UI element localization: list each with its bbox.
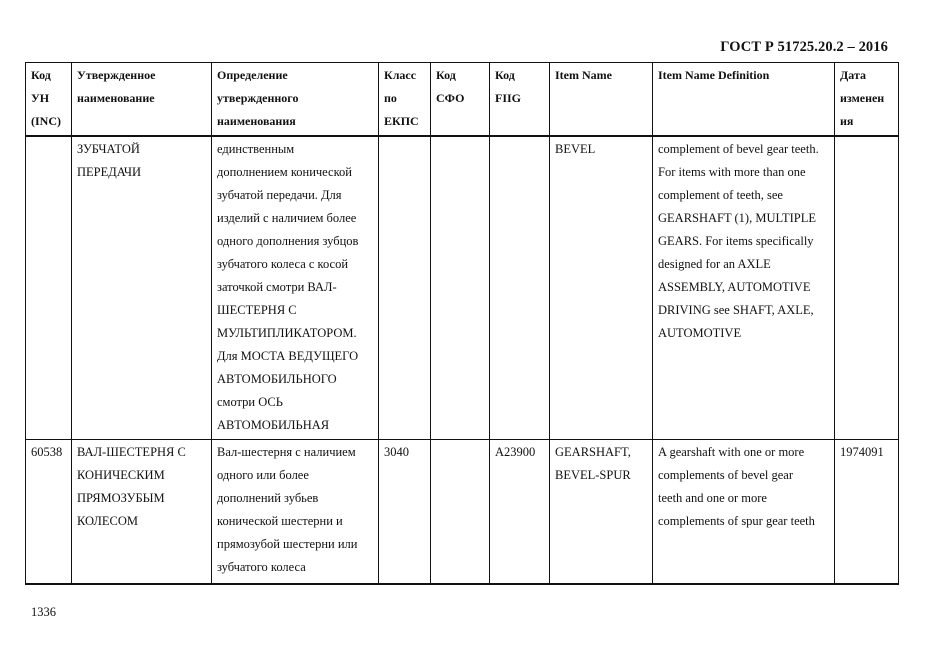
cell-text-line: наименование <box>77 91 155 105</box>
cell-fiig-code <box>490 136 550 440</box>
cell-text-line: GEARS. For items specifically <box>658 234 814 248</box>
cell-text-line: единственным <box>217 142 295 156</box>
cell-text-line: зубчатого колеса <box>217 560 306 574</box>
cell-text-line: КОНИЧЕСКИМ <box>77 468 165 482</box>
cell-approved-name <box>72 440 212 584</box>
cell-text-line: Определение <box>217 68 288 82</box>
cell-text-line: complement of bevel gear teeth. <box>658 142 819 156</box>
cell-definition <box>212 136 379 440</box>
table-header-row <box>26 63 899 137</box>
cell-text-line: дополнением конической <box>217 165 352 179</box>
header-ekps-class <box>379 63 431 137</box>
cell-text-line: АВТОМОБИЛЬНОГО <box>217 372 337 386</box>
cell-text-line: BEVEL <box>555 142 596 156</box>
cell-text-line: по <box>384 91 397 105</box>
cell-text-line: ПРЯМОЗУБЫМ <box>77 491 165 505</box>
cell-text-line: Item Name Definition <box>658 68 770 82</box>
cell-text-line: утвержденного <box>217 91 299 105</box>
cell-text-line: ЕКПС <box>384 114 419 128</box>
cell-change-date <box>835 440 899 584</box>
cell-item-name <box>550 440 653 584</box>
header-approved-name <box>72 63 212 137</box>
cell-text-line: 3040 <box>384 445 409 459</box>
page-number: 1336 <box>31 605 56 619</box>
cell-text-line: Код <box>495 68 515 82</box>
cell-text-line: ия <box>840 114 854 128</box>
header-sfo-code <box>431 63 490 137</box>
cell-ekps-class <box>379 136 431 440</box>
cell-text-line: СФО <box>436 91 465 105</box>
cell-text-line: ПЕРЕДАЧИ <box>77 165 142 179</box>
cell-text-line: Класс <box>384 68 417 82</box>
cell-text-line: designed for an AXLE <box>658 257 771 271</box>
cell-text-line: GEARSHAFT, <box>555 445 631 459</box>
cell-text-line: A23900 <box>495 445 536 459</box>
cell-text-line: For items with more than one <box>658 165 806 179</box>
cell-text-line: одного или более <box>217 468 309 482</box>
header-item-name-definition <box>653 63 835 137</box>
cell-text-line: complement of teeth, see <box>658 188 783 202</box>
cell-text-line: конической шестерни и <box>217 514 343 528</box>
cell-text-line: Дата <box>840 68 866 82</box>
cell-item-name-definition <box>653 136 835 440</box>
cell-sfo-code <box>431 136 490 440</box>
cell-text-line: КОЛЕСОМ <box>77 514 139 528</box>
cell-item-name <box>550 136 653 440</box>
cell-text-line: BEVEL-SPUR <box>555 468 631 482</box>
cell-text-line: изделий с наличием более <box>217 211 357 225</box>
cell-text-line: прямозубой шестерни или <box>217 537 358 551</box>
cell-inc <box>26 136 72 440</box>
header-item-name <box>550 63 653 137</box>
cell-text-line: УН <box>31 91 50 105</box>
cell-text-line: AUTOMOTIVE <box>658 326 742 340</box>
cell-definition <box>212 440 379 584</box>
standard-designation: ГОСТ Р 51725.20.2 – 2016 <box>720 39 888 55</box>
cell-text-line: одного дополнения зубцов <box>217 234 359 248</box>
cell-text-line: Для МОСТА ВЕДУЩЕГО <box>217 349 359 363</box>
cell-text-line: МУЛЬТИПЛИКАТОРОМ. <box>217 326 357 340</box>
cell-text-line: teeth and one or more <box>658 491 767 505</box>
cell-text-line: (INC) <box>31 114 61 128</box>
cell-text-line: Item Name <box>555 68 612 82</box>
cell-text-line: 1974091 <box>840 445 884 459</box>
cell-fiig-code <box>490 440 550 584</box>
cell-item-name-definition <box>653 440 835 584</box>
cell-inc <box>26 440 72 584</box>
cell-text-line: ЗУБЧАТОЙ <box>77 142 140 156</box>
cell-text-line: зубчатого колеса с косой <box>217 257 349 271</box>
cell-ekps-class <box>379 440 431 584</box>
cell-approved-name <box>72 136 212 440</box>
header-fiig-code <box>490 63 550 137</box>
cell-text-line: смотри ОСЬ <box>217 395 283 409</box>
cell-text-line: АВТОМОБИЛЬНАЯ <box>217 418 330 432</box>
cell-text-line: complements of bevel gear <box>658 468 794 482</box>
cell-text-line: Код <box>436 68 456 82</box>
cell-text-line: заточкой смотри ВАЛ- <box>217 280 337 294</box>
table-row <box>26 440 899 584</box>
cell-text-line: ASSEMBLY, AUTOMOTIVE <box>658 280 811 294</box>
cell-text-line: зубчатой передачи. Для <box>217 188 342 202</box>
cell-text-line: GEARSHAFT (1), MULTIPLE <box>658 211 816 225</box>
cell-text-line: A gearshaft with one or more <box>658 445 805 459</box>
cell-text-line: DRIVING see SHAFT, AXLE, <box>658 303 814 317</box>
cell-text-line: complements of spur gear teeth <box>658 514 815 528</box>
table-row <box>26 136 899 440</box>
cell-change-date <box>835 136 899 440</box>
header-definition <box>212 63 379 137</box>
cell-text-line: FIIG <box>495 91 522 105</box>
cell-text-line: изменен <box>840 91 885 105</box>
header-inc <box>26 63 72 137</box>
cell-text-line: Вал-шестерня с наличием <box>217 445 356 459</box>
header-change-date <box>835 63 899 137</box>
cell-text-line: Код <box>31 68 51 82</box>
item-name-table <box>25 62 899 585</box>
cell-text-line: ШЕСТЕРНЯ С <box>217 303 297 317</box>
cell-text-line: Утвержденное <box>77 68 156 82</box>
cell-text-line: дополнений зубьев <box>217 491 319 505</box>
cell-sfo-code <box>431 440 490 584</box>
cell-text-line: 60538 <box>31 445 63 459</box>
cell-text-line: ВАЛ-ШЕСТЕРНЯ С <box>77 445 186 459</box>
cell-text-line: наименования <box>217 114 296 128</box>
